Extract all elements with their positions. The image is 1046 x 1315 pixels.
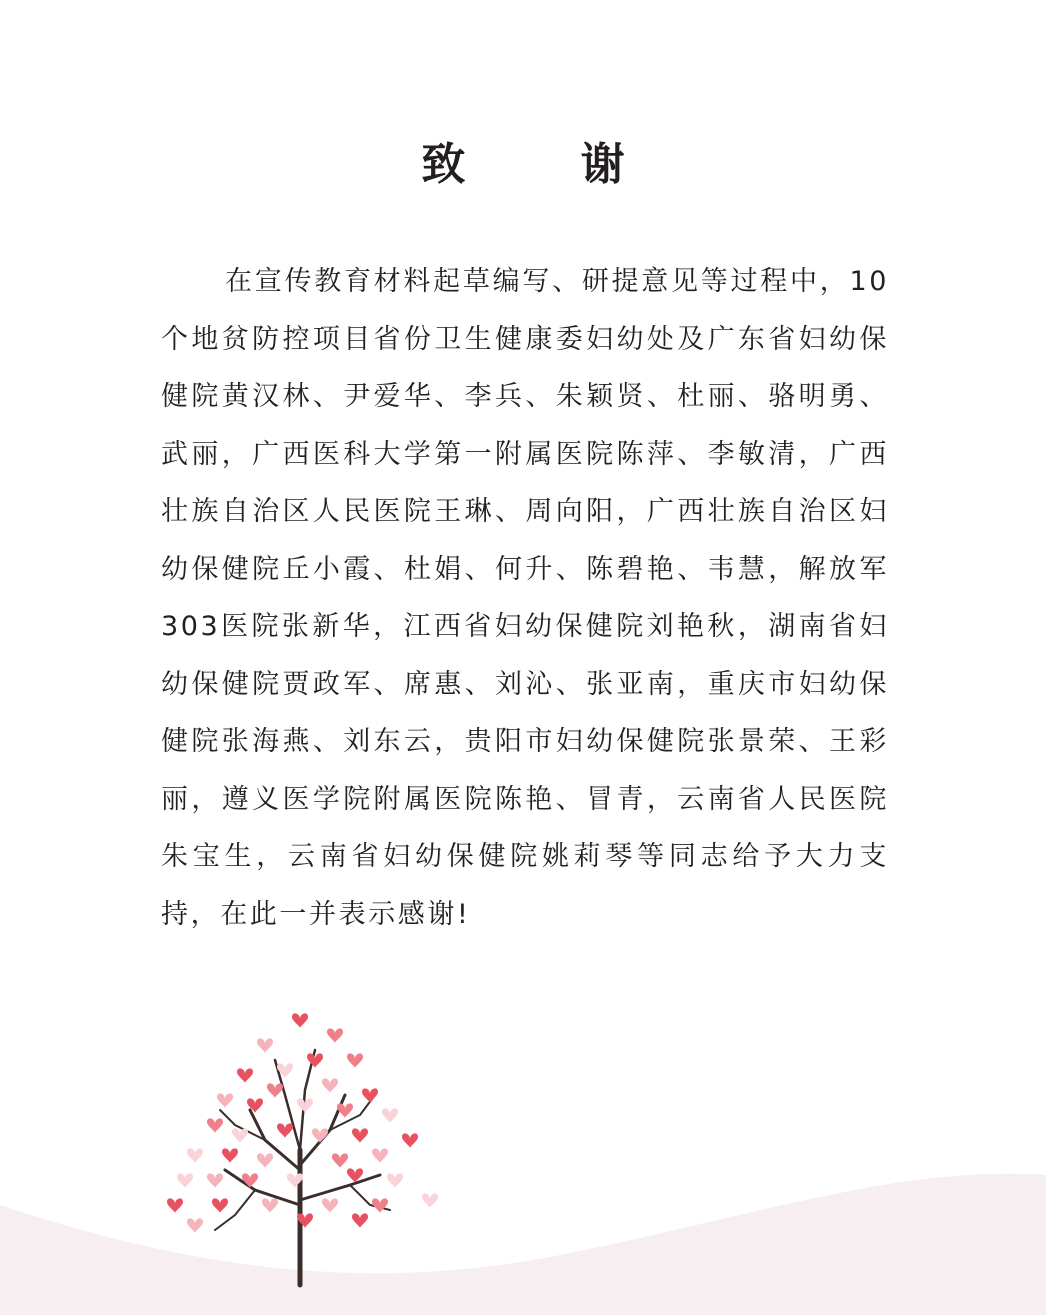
acknowledgement-paragraph: 在宣传教育材料起草编写、研提意见等过程中，10个地贫防控项目省份卫生健康委妇幼处及广东省妇幼保健院黄汉林、尹爱华、李兵、朱颖贤、杜丽、骆明勇、武丽，广西医科大学第一附属医院陈萍、李敏清，广西壮族自治区人民医院王琳、周向阳，广西壮族自治区妇幼保健院丘小霞、杜娟、何升、陈碧艳、韦慧，解放军303医院张新华，江西省妇幼保健院刘艳秋，湖南省妇幼保健院贾政军、席惠、刘沁、张亚南，重庆市妇幼保健院张海燕、刘东云，贵阳市妇幼保健院张景荣、王彩丽，遵义医学院附属医院陈艳、冒青，云南省人民医院朱宝生，云南省妇幼保健院姚莉琴等同志给予大力支持，在此一并表示感谢! [161, 266, 889, 930]
page-title: 致 谢 [421, 139, 675, 190]
heart-tree-icon [155, 1000, 465, 1290]
